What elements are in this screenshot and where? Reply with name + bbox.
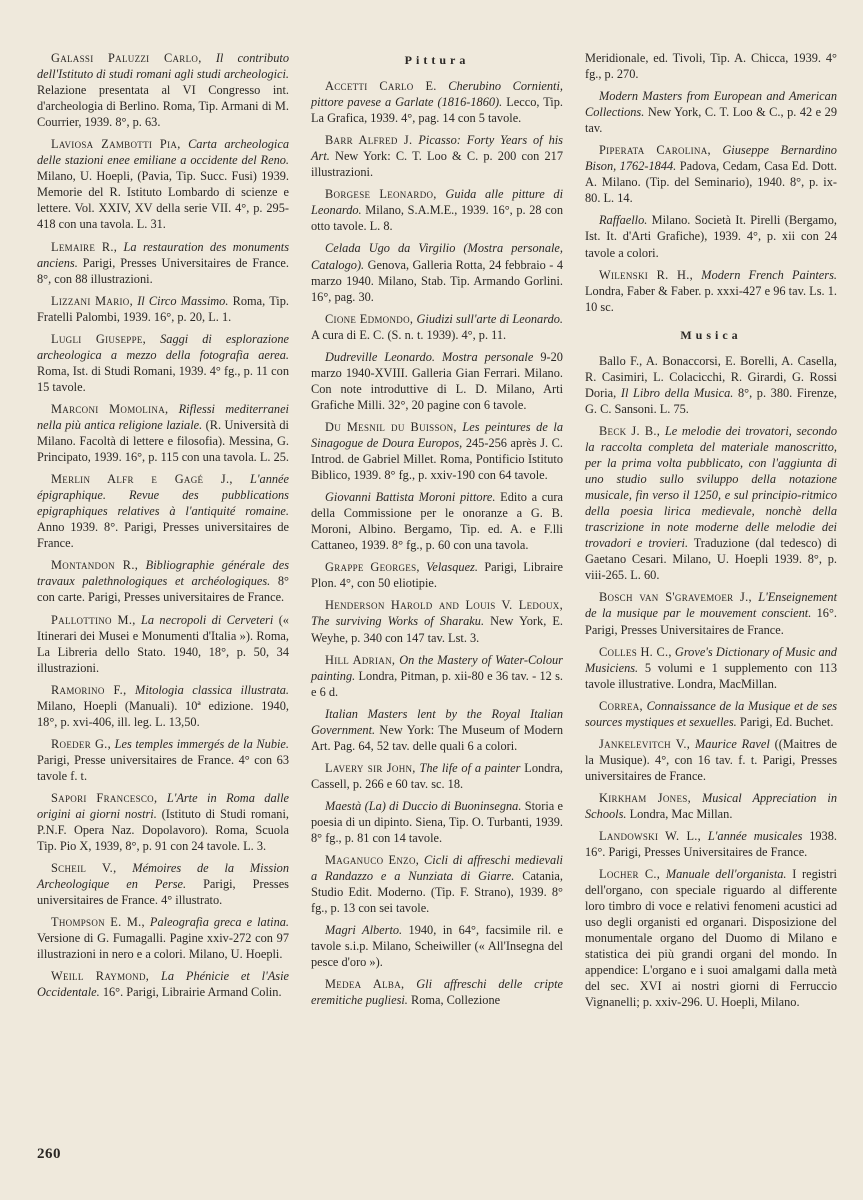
entry-title: Modern French Painters. [701,267,837,282]
entry-author: Weill Raymond, [51,969,150,984]
column-right [585,50,837,1017]
entry-title: Picasso: Forty Years of his Art. [311,133,563,164]
entry-title: Giovanni Battista Moroni pittore. [325,490,496,505]
entry-details: 16°. Parigi, Librairie Armand Colin. [99,985,282,1000]
bibliography-entry [37,682,289,730]
entry-details: Ballo F., A. Bonaccorsi, E. Borelli, A. Casella, R. Casimiri, L. Colacicchi, R. Girardi, G. Rossi Doria, [585,353,837,400]
entry-title: Il Circo Massimo. [137,293,229,308]
entry-details: Genova, Galleria Rotta, 24 febbraio - 4 marzo 1940. Milano, Stab. Tip. Armando Gorlini. 16°, pag. 30. [311,257,563,304]
bibliography-entry [311,132,563,180]
entry-details: 8°, p. 380. Firenze, G. C. Sansoni. L. 75. [585,385,837,416]
entry-title: Modern Masters from European and American Collections. [585,89,837,120]
bibliography-entry [311,419,563,483]
entry-details: Traduzione (dal tedesco) di Gaetano Cesari. Milano, U. Hoepli 1939. 8°, p. viii-265. L. 60. [585,536,837,583]
entry-details: Edito a cura della Commissione per le onoranze a G. B. Moroni, Albino. Bergamo, Tip. ed. A. e F.lli Cattaneo, 1939. 8° fg., p. 60 con una tavola. [311,490,563,553]
entry-details: New York, C. T. Loo & C., p. 42 e 29 tav. [585,105,837,136]
entry-details: 1940, in 64°, facsimile ril. e tavole s.i.p. Milano, Scheiwiller (« All'Insegna del pesce d'oro »). [311,923,563,970]
entry-title: Gli affreschi delle cripte eremitiche pugliesi. [311,977,563,1008]
entry-author: Galassi Paluzzi Carlo, [51,51,202,65]
entry-title: La Phénicie et l'Asie Occidentale. [37,969,289,1000]
entry-author: Hill Adrian, [325,652,396,667]
entry-details: Milano, U. Hoepli, (Pavia, Tip. Succ. Fusi) 1939. Memorie del R. Istituto Lombardo di scienze e lettere. Vol. XXIV, XV della serie VII. 4°, p. 295-418 con una tavola. L. 31. [37,169,289,232]
bibliography-entry [37,860,289,908]
entry-author: Beck J. B., [599,423,661,438]
bibliography-entry [311,597,563,645]
bibliography-entry [311,186,563,234]
entry-details: Meridionale, ed. Tivoli, Tip. A. Chicca, 1939. 4° fg., p. 270. [585,51,837,82]
bibliography-entry [585,698,837,730]
entry-title: Les peintures de la Sinagogue de Doura Europos, [311,419,563,450]
entry-details: (R. Università di Milano. Facoltà di lettere e filosofia). Messina, G. Principato, 1939. 16°, p. 115 con una tavola. L. 25. [37,417,289,465]
entry-title: Giuseppe Bernardino Bison, 1762-1844. [585,143,837,174]
entry-details: Parigi, Libraire Plon. 4°, con 50 eliotipie. [311,560,564,591]
entry-details: New York: The Museum of Modern Art. Pag. 64, 52 tav. delle quali 6 a colori. [311,722,563,753]
bibliography-entry [585,589,837,637]
entry-details: (Istituto di Studi romani, P.N.F. Opera Naz. Dopolavoro). Roma, Scuola Tip. Pio X, 1939, 8°, p. 91 con 24 tavole. L. 3. [37,807,289,854]
entry-details: 9-20 marzo 1940-XVIII. Galleria Gian Ferrari. Milano. Con note introduttive di L. D. Milano, Arti Grafiche Milli. 32°, 20 pagine con 6 tavole. [311,349,563,412]
entry-author: Lemaire R., [51,239,118,254]
entry-details: Catania, Studio Edit. Moderno. (Tip. F. Strano), 1939. 8° fg., p. 13 con sei tavole. [311,869,563,916]
entry-author: Maganuco Enzo, [325,853,420,868]
entry-details: Anno 1939. 8°. Parigi, Presses universitaires de France. [37,520,289,551]
entry-author: Piperata Carolina, [599,143,711,158]
entry-details: Roma, Tip. Fratelli Palombi, 1939. 16°, p. 20, L. 1. [37,293,289,324]
entry-title: Raffaello. [599,213,648,228]
section-heading-pittura: Pittura [404,53,470,67]
entry-author: Ramorino F., [51,682,127,697]
entry-details: (« Itinerari dei Musei e Monumenti d'Italia »). Roma, La Libreria dello Stato. 1940, 18°, p. 50, 34 illustrazioni. [37,612,289,675]
entry-author: Henderson Harold and Louis V. Ledoux, [325,598,563,613]
bibliography-entry [37,401,289,465]
bibliography-entry [311,706,563,754]
bibliography-entry [311,311,563,343]
entry-title: Cicli di affreschi medievali a Randazzo e a Nunziata di Giarre. [311,853,563,884]
entry-title: Magri Alberto. [325,923,403,938]
entry-details: 5 volumi e 1 supplemento con 113 tavole illustrative. Londra, MacMillan. [585,660,837,691]
entry-details: Roma, Collezione [407,993,501,1008]
entry-author: Locher C., [599,867,661,882]
entry-details: 16°. Parigi, Presses Universitaires de France. [585,606,837,637]
bibliography-entry [311,349,563,413]
bibliography-entry [37,50,289,130]
bibliography-entry [585,267,837,315]
bibliography-entry [585,212,837,260]
bibliography-entry [585,866,837,1010]
column-middle [311,50,563,1014]
bibliography-entry [37,471,289,551]
entry-author: Borgese Leonardo, [325,187,437,202]
entry-title: Connaissance de la Musique et de ses sources mystiques et sexuelles. [585,698,837,729]
entry-details: Storia e poesia di un dipinto. Siena, Tip. O. Turbanti, 1939. 8° fg., p. 81 con 14 tavole. [311,798,563,846]
entry-details: 245-256 après J. C. Introd. de Gabriel Millet. Roma, Pontificio Istituto Biblico, 1939. 8° fg., p. xxiv-190 con 64 tavole. [311,435,563,483]
entry-title: Maurice Ravel [695,736,770,751]
entry-title: Italian Masters lent by the Royal Italian Government. [311,706,563,737]
bibliography-entry [37,557,289,605]
entry-details: Versione di G. Fumagalli. Pagine xxiv-272 con 97 illustrazioni in nero e a colori. Milano, U. Hoepli. [37,931,289,962]
entry-title: Carta archeologica delle stazioni enee emiliane a occidente del Reno. [37,137,290,168]
entry-author: Roeder G., [51,736,111,751]
entry-author: Landowski W. L., [599,829,702,844]
entry-details: Londra, Cassell, p. 266 e 60 tav. sc. 18. [311,760,564,791]
entry-author: Merlin Alfr e Gagé J., [51,472,233,487]
bibliography-entry [311,78,563,126]
bibliography-entry [585,790,837,822]
entry-author: Medea Alba, [325,977,405,992]
entry-title: Musical Appreciation in Schools. [585,790,837,821]
bibliography-entry [37,968,289,1000]
column-left [37,50,289,1007]
entry-title: Les temples immergés de la Nubie. [114,736,289,751]
entry-title: Guida alle pitture di Leonardo. [311,187,564,218]
entry-details: 1938. 16°. Parigi, Presses Universitaires de France. [585,829,837,860]
bibliography-entry [37,736,289,784]
entry-title: Grove's Dictionary of Music and Musiciens. [585,644,837,675]
entry-title: Cherubino Cornienti, pittore pavese a Garlate (1816-1860). [311,79,563,110]
entry-details: Padova, Cedam, Casa Ed. Dott. A. Milano. (Tip. del Seminario), 1940. 8°, p. ix-80. L. 14. [585,159,837,206]
entry-details: Londra, Faber & Faber. p. xxxi-427 e 96 tav. Ls. 1. 10 sc. [585,283,837,314]
entry-author: Barr Alfred J. [325,133,413,148]
entry-author: Wilenski R. H., [599,267,694,282]
entry-author: Scheil V., [51,861,117,876]
entry-title: On the Mastery of Water-Colour painting. [311,652,563,683]
entry-author: Jankelevitch V., [599,736,691,751]
entry-title: Le melodie dei trovatori, secondo la raccolta completa del materiale manoscritto, per la prima volta pubblicato, con l'aggiunta di uno studio sullo sviluppo della notazione musicale, fin verso il 1250, e sul principio-ritmico della poesia lirica medievale, nonchè della trascrizione in note moderne delle melodie dei trovadori e trovieri. [585,423,837,551]
bibliography-entry [585,353,837,417]
entry-author: Cione Edmondo, [325,311,414,326]
bibliography-entry [585,142,837,206]
entry-author: Lavery sir John, [325,760,416,775]
entry-author: Montandon R., [51,558,139,573]
bibliography-entry [311,976,563,1008]
bibliography-entry [37,790,289,854]
page-number: 260 [37,1146,61,1162]
entry-author: Lugli Giuseppe, [51,331,147,346]
bibliography-entry [585,828,837,860]
entry-author: Correa, [599,698,643,713]
entry-details: Parigi, Presses universitaires de France. 4° illustrato. [37,877,289,908]
entry-title: Paleografia greca e latina. [149,915,289,930]
entry-title: Giudizi sull'arte di Leonardo. [416,311,564,326]
entry-details: Milano, S.A.M.E., 1939. 16°, p. 28 con otto tavole. L. 8. [311,203,563,234]
entry-title: Mémoires de la Mission Archeologique en Perse. [37,861,289,892]
entry-title: Maestà (La) di Duccio di Buoninsegna. [325,798,522,813]
entry-details: Relazione presentata al VI Congresso int. d'archeologia di Berlino. Roma, Tip. Armani di M. Courrier, 1939. 8°, p. 63. [37,83,289,130]
entry-details: New York, E. Weyhe, p. 340 con 147 tav. Lst. 3. [311,614,563,645]
entry-title: Velasquez. [426,560,478,575]
entry-title: Il contributo dell'Istituto di studi romani agli studi archeologici. [37,51,289,82]
entry-title: L'année épigraphique. Revue des pubblications epigraphiques relatives à l'antiquité romaine. [37,472,289,519]
entry-title: Riflessi mediterranei nella più antica religione laziale. [37,401,289,432]
bibliography-entry [311,798,563,846]
bibliography-entry [37,239,289,287]
entry-title: Celada Ugo da Virgilio (Mostra personale, Catalogo). [311,241,563,272]
entry-details: Lecco, Tip. La Grafica, 1939. 4°, pag. 14 con 5 tavole. [311,95,563,126]
entry-author: Pallottino M., [51,612,136,627]
entry-author: Laviosa Zambotti Pia, [51,137,181,152]
bibliography-entry [311,489,563,553]
bibliography-entry [311,652,563,700]
entry-title: Il Libro della Musica. [616,385,734,400]
entry-details: ((Maitres de la Musique). 4°, con 16 tav. f. t. Parigi, Presses universitaires de France. [585,736,837,783]
entry-details: 8° con carte. Parigi, Presses universitaires de France. [37,574,289,605]
bibliography-entry [37,331,289,395]
entry-details: Londra, Mac Millan. [626,806,733,821]
entry-details: Milano, Hoepli (Manuali). 10ª edizione. 1940, 18°, p. xvi-406, ill. leg. L. 13,50. [37,698,289,729]
bibliography-entry [311,559,563,591]
bibliography-entry [311,852,563,916]
entry-title: Bibliographie générale des travaux palethnologiques et archéologiques. [37,558,289,589]
entry-details: I registri dell'organo, con speciale riguardo al differente loro timbro di voce e relativi fenomeni acustici ad uso degli organisti ed organari. Disposizione del monumentale organo del Duomo di Milano e statistica dei più grandi organi del mondo. In appendice: L'organo e i suoi amalgami dalla metà del sec. XVI ai nostri giorni di Ferruccio Vignanelli; p. xxiv-296. U. Hoepli, Milano. [585,867,837,1010]
bibliography-entry [585,423,837,583]
entry-author: Marconi Momolina, [51,401,169,416]
entry-title: Saggi di esplorazione archeologica a mezzo della fotografia aerea. [37,331,289,362]
entry-title: Mitologia classica illustrata. [135,682,290,697]
bibliography-entry [37,612,289,676]
entry-details: Roma, Ist. di Studi Romani, 1939. 4° fg., p. 11 con 15 tavole. [37,363,289,394]
entry-title: Dudreville Leonardo. Mostra personale [325,349,534,364]
entry-title: L'année musicales [707,829,803,844]
entry-author: Accetti Carlo E. [325,79,437,94]
entry-details: Milano. Società It. Pirelli (Bergamo, Ist. It. d'Arti Grafiche), 1939. 4°, p. xii con 24 tavole a colori. [585,213,837,260]
bibliography-entry [37,293,289,325]
entry-details: Londra, Pitman, p. xii-80 e 36 tav. - 12 s. e 6 d. [311,668,563,699]
entry-title: La restauration des monuments anciens. [37,239,289,270]
bibliography-entry [585,736,837,784]
entry-title: La necropoli di Cerveteri [141,612,274,627]
entry-author: Thompson E. M., [51,915,145,930]
bibliography-entry [585,88,837,136]
bibliography-entry [585,50,837,82]
entry-details: Parigi, Ed. Buchet. [736,714,834,729]
bibliography-entry [311,760,563,792]
entry-author: Sapori Francesco, [51,790,158,805]
bibliography-entry [585,644,837,692]
bibliography-entry [37,914,289,962]
entry-author: Bosch van S'gravemoer J., [599,590,752,605]
bibliography-entry [311,240,563,304]
entry-title: L'Enseignement de la musique par le mouvement conscient. [585,590,837,621]
section-heading-musica: Musica [680,327,742,342]
entry-title: The surviving Works of Sharaku. [311,614,485,629]
entry-details: Parigi, Presses Universitaires de France. 8°, con 88 illustrazioni. [37,255,289,286]
bibliography-entry [311,922,563,970]
entry-author: Du Mesnil du Buisson, [325,419,457,434]
entry-author: Kirkham Jones, [599,790,691,805]
entry-details: A cura di E. C. (S. n. t. 1939). 4°, p. 11. [311,327,507,342]
entry-title: L'Arte in Roma dalle origini ai giorni nostri. [37,790,289,822]
entry-details: Parigi, Presse universitaires de France. 4° con 63 tavole f. t. [37,752,289,783]
entry-details: New York: C. T. Loo & C. p. 200 con 217 illustrazioni. [311,149,563,180]
entry-title: Manuale dell'organista. [665,867,787,882]
entry-author: Lizzani Mario, [51,293,133,308]
entry-author: Grappe Georges, [325,560,420,575]
bibliography-entry [37,136,289,232]
entry-title: The life of a painter [419,760,521,775]
entry-author: Colles H. C., [599,644,672,659]
